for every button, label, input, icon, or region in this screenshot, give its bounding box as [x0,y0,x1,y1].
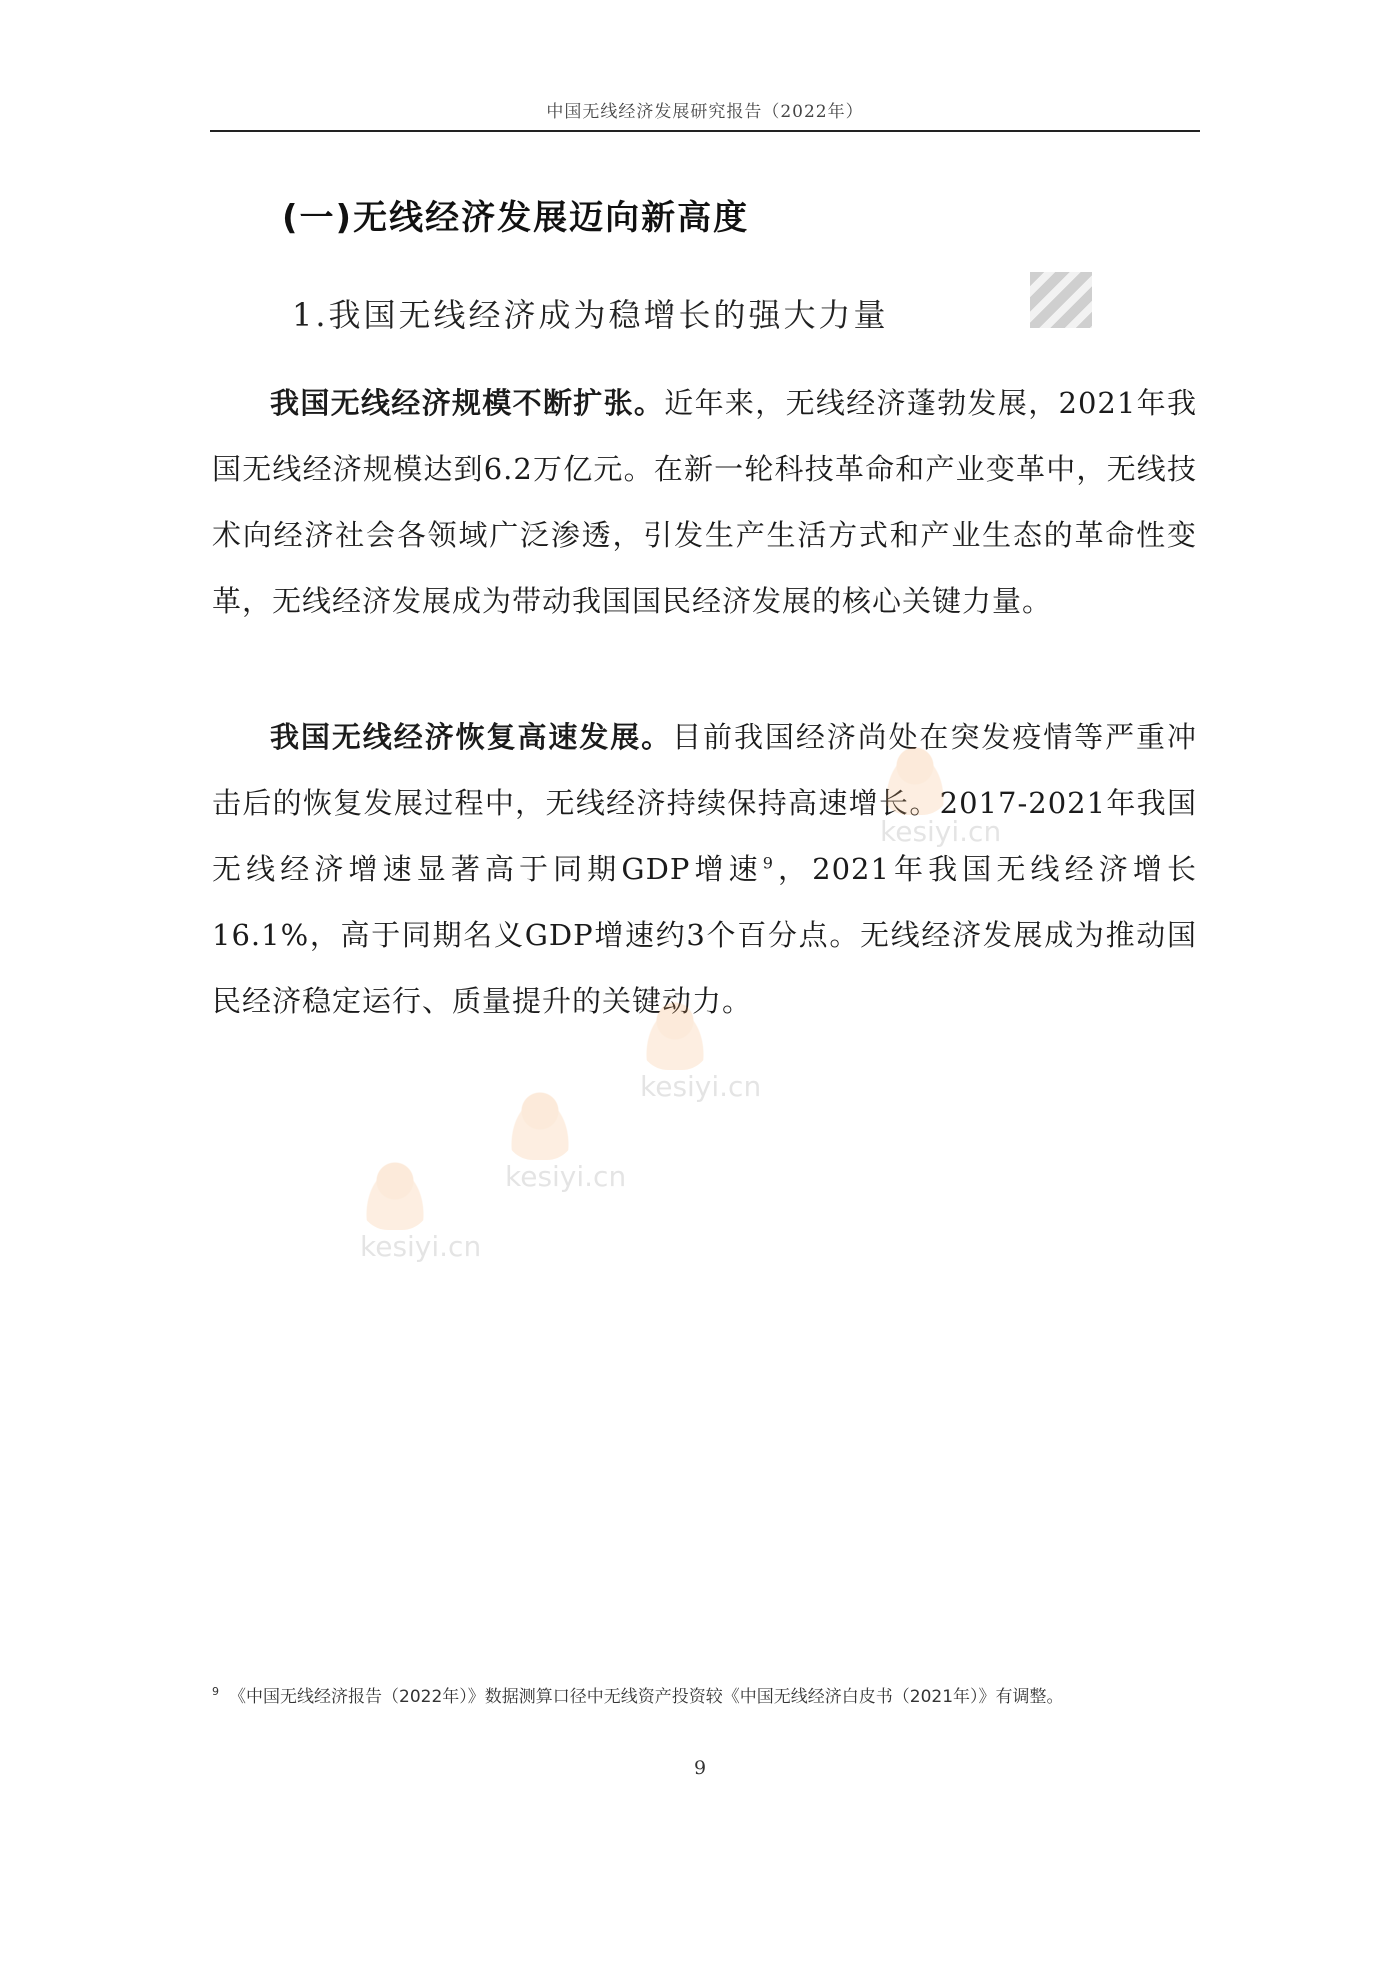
runner-logo-icon [505,1090,575,1160]
runner-logo-icon [360,1160,430,1230]
footnote-text: 《中国无线经济报告（2022年）》数据测算口径中无线资产投资较《中国无线经济白皮书（2021年）》有调整。 [229,1687,1064,1707]
footnote [212,1683,1197,1711]
header-title: 中国无线经济发展研究报告（2022年） [546,102,864,122]
subsection-title: 1.我国无线经济成为稳增长的强大力量 [292,296,889,334]
watermark-text: kesiyi.cn [360,1230,482,1263]
paragraph-lead: 我国无线经济规模不断扩张。 [270,386,665,420]
paragraph-scale [212,370,1197,634]
paragraph-body-continued: ，2021年我国无线经济增长16.1%，高于同期名义GDP增速约3个百分点。无线经济发展成为推动国民经济稳定运行、质量提升的关键动力。 [212,852,1197,1018]
watermark [360,1160,481,1263]
paragraph-body: 目前我国经济尚处在突发疫情等严重冲击后的恢复发展过程中，无线经济持续保持高速增长。2017-2021年我国无线经济增速显著高于同期GDP增速 [212,720,1197,886]
stripe-mark [1030,272,1092,328]
watermark-text: kesiyi.cn [505,1160,627,1193]
footnote-number: 9 [212,1685,219,1699]
page-header [210,98,1200,132]
footnote-reference[interactable]: 9 [762,853,774,873]
watermark [505,1090,626,1193]
paragraph-body: 近年来，无线经济蓬勃发展，2021年我国无线经济规模达到6.2万亿元。在新一轮科技革命和产业变革中，无线技术向经济社会各领域广泛渗透，引发生产生活方式和产业生态的革命性变革，无线经济发展成为带动我国国民经济发展的核心关键力量。 [212,386,1197,618]
page-number: 9 [693,1757,707,1779]
watermark-text: kesiyi.cn [880,815,1002,848]
section-title: (一)无线经济发展迈向新高度 [282,198,750,238]
paragraph-growth [212,704,1197,1034]
watermark-text: kesiyi.cn [640,1070,762,1103]
paragraph-lead: 我国无线经济恢复高速发展。 [270,720,673,754]
